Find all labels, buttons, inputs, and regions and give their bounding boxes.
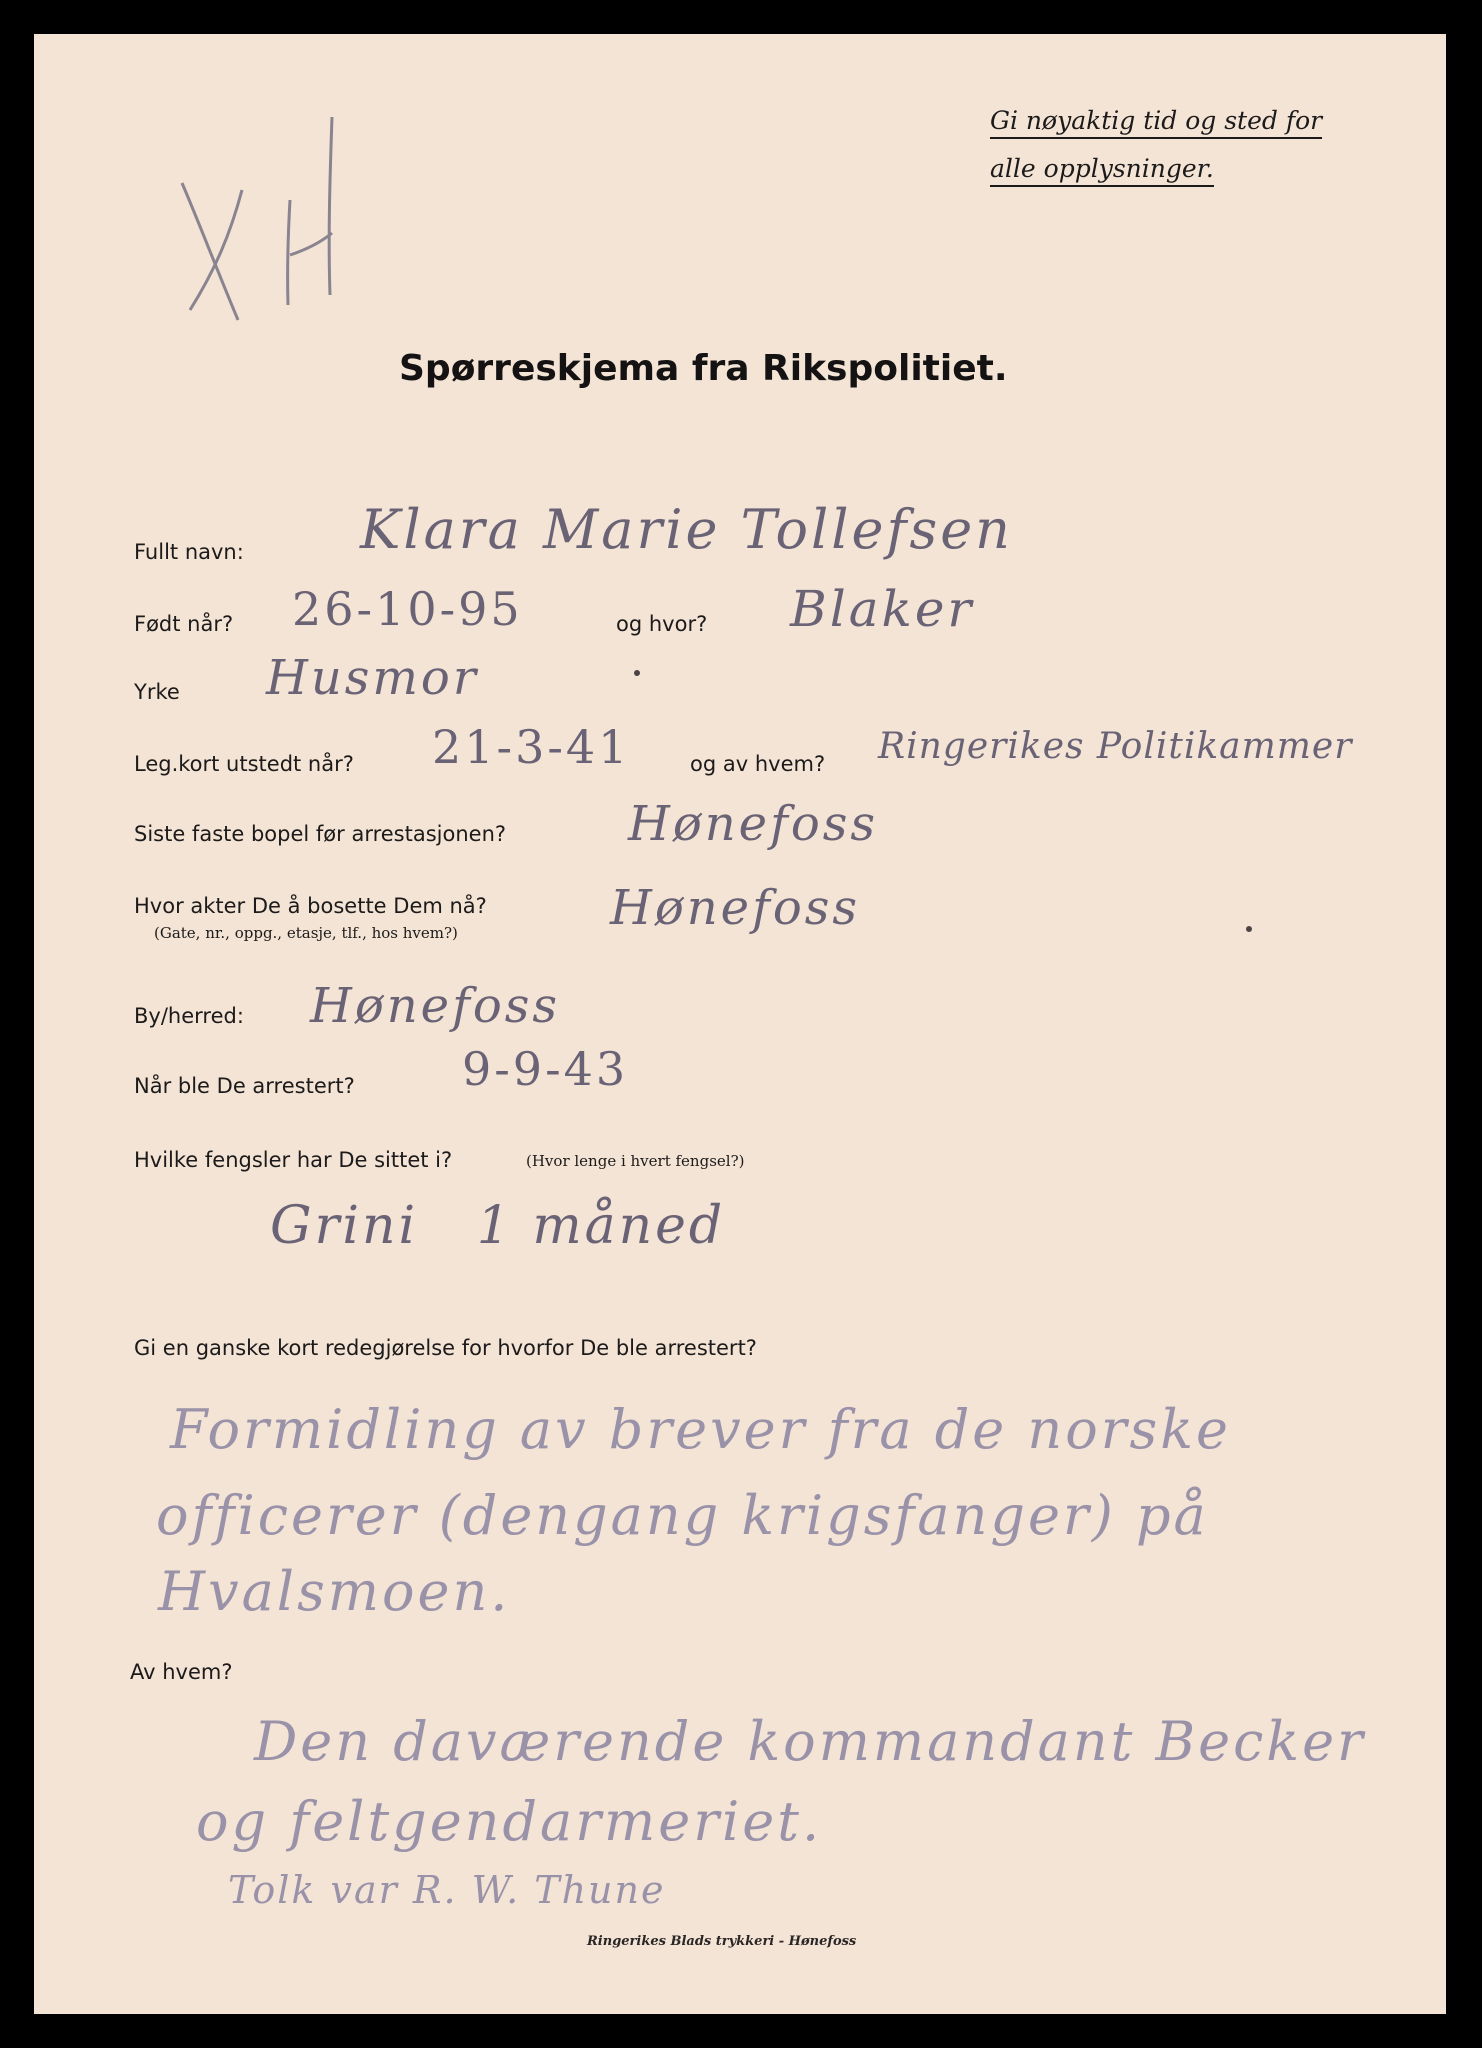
reason-line-1: Formidling av brever fra de norske: [170, 1398, 1231, 1461]
value-id-card-by: Ringerikes Politikammer: [878, 726, 1353, 767]
label-born-when: Født når?: [134, 612, 234, 636]
reason-line-3: Hvalsmoen.: [158, 1560, 511, 1623]
ink-dot-2: [1246, 926, 1252, 932]
label-by-whom: Av hvem?: [130, 1660, 233, 1684]
value-full-name: Klara Marie Tollefsen: [360, 498, 1013, 561]
by-whom-line-1: Den daværende kommandant Becker: [254, 1710, 1366, 1773]
reason-line-2: officerer (dengang krigsfanger) på: [156, 1484, 1209, 1547]
label-born-where: og hvor?: [616, 612, 708, 636]
margin-mark-xh: [170, 105, 370, 325]
value-born-where: Blaker: [790, 580, 975, 638]
value-municipality: Hønefoss: [310, 978, 561, 1034]
margin-mark-text: [0, 0, 2, 1]
value-prisons: Grini 1 måned: [270, 1196, 726, 1256]
label-id-card-when: Leg.kort utstedt når?: [134, 752, 354, 776]
value-born-when: 26-10-95: [292, 582, 523, 636]
header-note-line2: alle opplysninger.: [990, 154, 1214, 187]
label-arrested-when: Når ble De arrestert?: [134, 1074, 355, 1098]
header-note-line1: Gi nøyaktig tid og sted for: [990, 106, 1322, 139]
ink-dot-1: [634, 670, 640, 676]
label-last-residence: Siste faste bopel før arrestasjonen?: [134, 822, 507, 846]
value-last-residence: Hønefoss: [628, 796, 879, 852]
label-reason: Gi en ganske kort redegjørelse for hvorfor De ble arrestert?: [134, 1336, 757, 1360]
printer-footer: Ringerikes Blads trykkeri - Hønefoss: [587, 1934, 857, 1949]
label-occupation: Yrke: [134, 680, 180, 704]
value-id-card-when: 21-3-41: [432, 720, 631, 774]
by-whom-line-3: Tolk var R. W. Thune: [228, 1868, 666, 1912]
label-prisons: Hvilke fengsler har De sittet i?: [134, 1148, 453, 1172]
form-title: Spørreskjema fra Rikspolitiet.: [399, 348, 1008, 389]
value-occupation: Husmor: [266, 650, 479, 706]
sublabel-settle-where: (Gate, nr., oppg., etasje, tlf., hos hvem?): [154, 924, 458, 942]
value-arrested-when: 9-9-43: [462, 1042, 629, 1096]
value-settle-where: Hønefoss: [610, 880, 861, 936]
label-settle-where: Hvor akter De å bosette Dem nå?: [134, 894, 487, 918]
sublabel-prisons: (Hvor lenge i hvert fengsel?): [526, 1152, 745, 1170]
label-full-name: Fullt navn:: [134, 540, 244, 564]
label-municipality: By/herred:: [134, 1004, 244, 1028]
label-id-card-by: og av hvem?: [690, 752, 826, 776]
by-whom-line-2: og feltgendarmeriet.: [196, 1790, 823, 1853]
